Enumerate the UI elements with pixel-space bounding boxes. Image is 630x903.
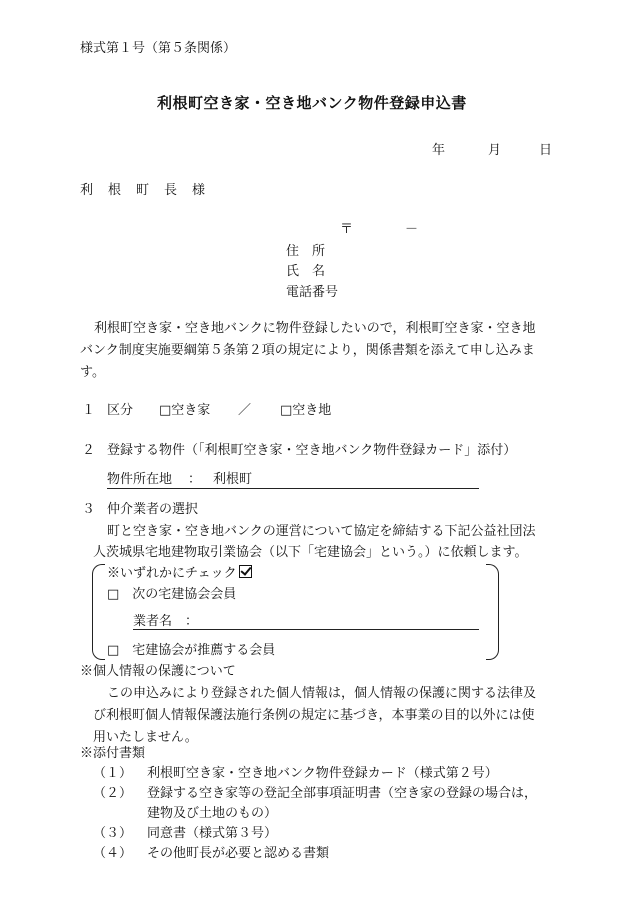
- date-day-label: 日: [539, 143, 553, 158]
- section2-number: ２: [82, 443, 96, 458]
- selection-box-right-bracket: [486, 564, 499, 660]
- property-location-value[interactable]: 利根町: [213, 472, 253, 487]
- category-separator: ／: [238, 403, 252, 418]
- attachment-4-number: （４）: [93, 846, 133, 861]
- intro-line-3: す。: [80, 365, 105, 380]
- selection-box-left-bracket: [92, 564, 105, 660]
- privacy-line-1: この申込みにより登録された個人情報は，個人情報の保護に関する法律及: [107, 686, 537, 701]
- form-number: 様式第１号（第５条関係）: [80, 41, 237, 56]
- property-location-label: 物件所在地: [107, 472, 173, 487]
- business-name-label: 業者名 ：: [133, 614, 199, 629]
- attachment-1-text: 利根町空き家・空き地バンク物件登録カード（様式第２号）: [147, 766, 498, 781]
- section3-label: 仲介業者の選択: [107, 502, 199, 517]
- phone-label: 電話番号: [286, 285, 339, 300]
- privacy-line-2: び利根町個人情報保護法施行条例の規定に基づき，本事業の目的以外には使: [93, 708, 535, 723]
- privacy-heading: ※個人情報の保護について: [80, 664, 236, 679]
- intro-line-1: 利根町空き家・空き地バンクに物件登録したいので，利根町空き家・空き地: [94, 321, 536, 336]
- attachment-2-text-continued: 建物及び土地のもの）: [147, 806, 278, 821]
- section3-line-1: 町と空き家・空き地バンクの運営について協定を締結する下記公益社団法: [107, 524, 536, 539]
- option-member-checkbox[interactable]: □ 次の宅建協会会員: [107, 587, 237, 602]
- option-recommended-checkbox[interactable]: □ 宅建協会が推薦する会員: [107, 643, 276, 658]
- privacy-line-3: 用いたしません。: [93, 730, 198, 745]
- section1-number: １: [82, 403, 96, 418]
- date-year-label: 年: [432, 143, 446, 158]
- document-title: 利根町空き家・空き地バンク物件登録申込書: [157, 94, 467, 112]
- address-label: 住 所: [286, 244, 326, 259]
- attachment-2-text: 登録する空き家等の登記全部事項証明書（空き家の登録の場合は，: [147, 786, 538, 801]
- section2-label: 登録する物件（「利根町空き家・空き地バンク物件登録カード」添付）: [107, 443, 517, 458]
- property-location-colon: ：: [188, 472, 202, 487]
- section1-label: 区分: [107, 403, 134, 418]
- attachment-1-number: （１）: [93, 766, 133, 781]
- date-month-label: 月: [488, 143, 502, 158]
- category-option-vacant-land[interactable]: □空き地: [280, 403, 332, 418]
- postal-mark: 〒: [340, 222, 354, 237]
- attachment-2-number: （２）: [93, 786, 133, 801]
- property-location-underline: [107, 488, 479, 489]
- section3-number: ３: [82, 502, 96, 517]
- check-note: ※いずれかにチェック: [107, 565, 252, 583]
- postal-dash: －: [405, 222, 419, 237]
- attachment-4-text: その他町長が必要と認める書類: [147, 846, 330, 861]
- intro-line-2: バンク制度実施要綱第５条第２項の規定により，関係書類を添えて申し込みま: [80, 343, 535, 358]
- category-option-vacant-house[interactable]: □空き家: [159, 403, 211, 418]
- attachment-3-number: （３）: [93, 826, 133, 841]
- attachment-3-text: 同意書（様式第３号）: [147, 826, 278, 841]
- name-label: 氏 名: [286, 264, 326, 279]
- section3-line-2: 人茨城県宅地建物取引業協会（以下「宅建協会」という。）に依頼します。: [93, 545, 528, 560]
- attachments-heading: ※添付書類: [80, 746, 146, 761]
- business-name-underline[interactable]: [133, 629, 479, 630]
- addressee: 利根町長様: [80, 183, 221, 198]
- check-mark-icon: [239, 565, 252, 578]
